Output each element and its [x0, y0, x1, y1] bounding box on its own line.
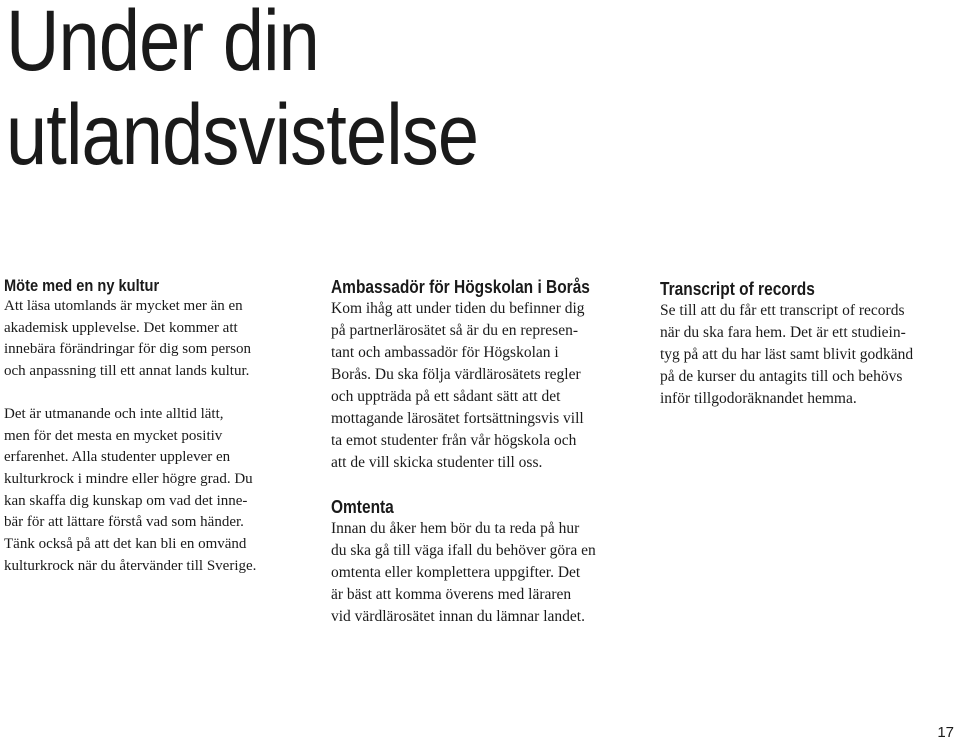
column-right: [660, 276, 960, 410]
mote-paragraph-2: Det är utmanande och inte alltid lätt, men för det mesta en mycket positiv erfarenhet. Alla studenter upplever en kulturkrock i mindre eller högre grad. Du kan skaffa dig kunskap om vad det inne- bär för att lättare förstå vad som händer. Tänk också på att det kan bli en omvänd kulturkrock när du återvänder till Sverige.: [4, 405, 257, 574]
section-heading-omtenta: Omtenta: [331, 497, 394, 517]
page-number: 17: [937, 724, 954, 741]
section-heading-transcript: Transcript of records: [660, 279, 815, 299]
transcript-paragraph: Se till att du får ett transcript of records när du ska fara hem. Det är ett studiein- tyg på att du har läst samt blivit godkänd på de kurser du antagits till och behövs inför tillgodoräknandet hemma.: [660, 302, 914, 407]
page-title: Under din utlandsvistelse: [6, 0, 479, 183]
mote-paragraph-1: Att läsa utomlands är mycket mer än en akademisk upplevelse. Det kommer att innebära förändringar för dig som person och anpassning till ett annat lands kultur.: [4, 298, 252, 380]
column-left: [4, 276, 304, 577]
ambassador-paragraph: Kom ihåg att under tiden du befinner dig på partnerlärosätet så är du en represen- tant och ambassadör för Högskolan i Borås. Du ska följa värdlärosätets regler och uppträda på ett sådant sätt att det mottagande lärosätet fortsättningsvis vill ta emot studenter från vår högskola och att de vill skicka studenter till oss.: [331, 300, 585, 471]
section-heading-ambassador: Ambassadör för Högskolan i Borås: [331, 277, 590, 297]
omtenta-paragraph: Innan du åker hem bör du ta reda på hur du ska gå till väga ifall du behöver göra en omtenta eller komplettera uppgifter. Det är bäst att komma överens med läraren vid värdlärosätet innan du lämnar landet.: [331, 520, 596, 625]
section-heading-mote: Möte med en ny kultur: [4, 276, 160, 295]
column-middle: [331, 276, 636, 628]
